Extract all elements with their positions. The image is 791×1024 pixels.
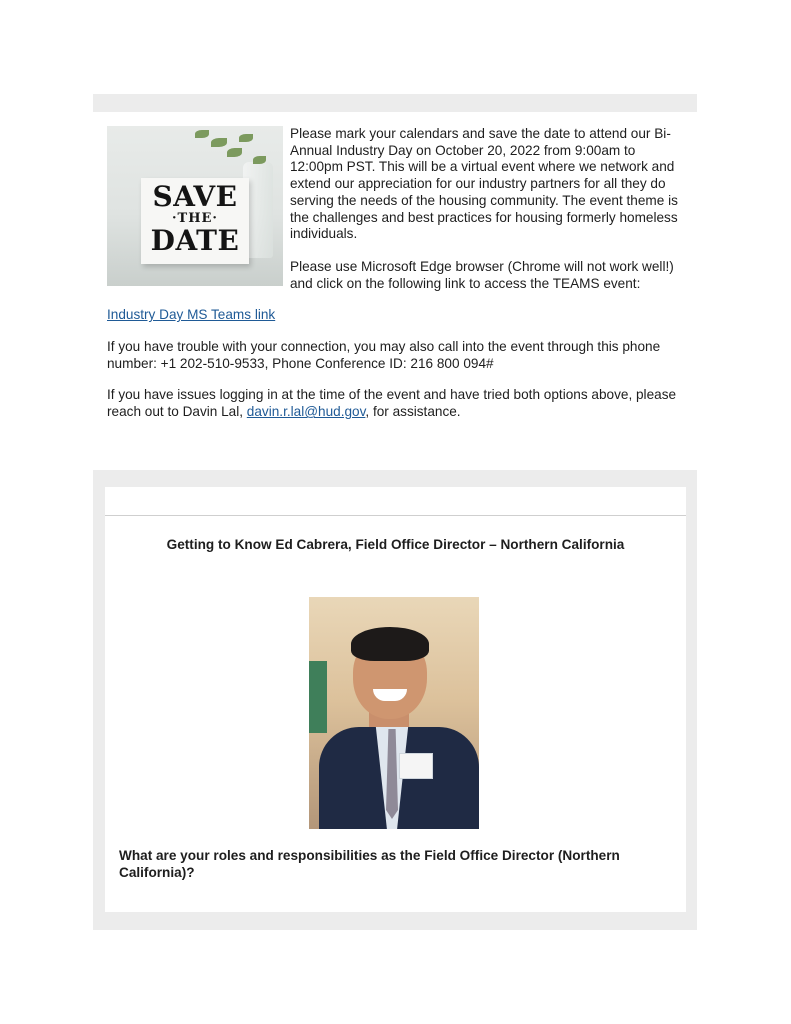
divider: [105, 515, 686, 516]
interview-question: What are your roles and responsibilities as the Field Office Director (Northern California)?: [119, 848, 620, 880]
teams-link-paragraph: [107, 307, 683, 324]
card-line-date: DATE: [150, 224, 240, 257]
card-line-save: SAVE: [152, 180, 238, 213]
browser-instructions: Please use Microsoft Edge browser (Chrome will not work well!) and click on the following link to access the TEAMS event:: [290, 258, 674, 291]
profile-section: [105, 487, 686, 912]
leaf-shape: [211, 138, 227, 147]
profile-heading: Getting to Know Ed Cabrera, Field Office Director – Northern California: [166, 537, 625, 552]
background-sign: [309, 661, 327, 733]
leaf-shape: [227, 148, 242, 157]
hair-shape: [351, 627, 429, 661]
teams-link[interactable]: Industry Day MS Teams link: [107, 307, 276, 323]
leaf-shape: [195, 130, 209, 138]
support-text-after: , for assistance.: [365, 404, 461, 420]
leaf-shape: [239, 134, 253, 142]
name-badge: [399, 753, 433, 779]
director-photo: [309, 597, 479, 829]
event-announcement: Please mark your calendars and save the date to attend our Bi-Annual Industry Day on October 20, 2022 from 9:00am to 12:00pm PST. This will be a virtual event where we network and extend our appreciation for our industry partners for all they do serving the needs of the housing community. The event theme is the challenges and best practices for housing formerly homeless individuals.: [290, 126, 678, 242]
support-contact: [107, 387, 683, 420]
email-link[interactable]: davin.r.lal@hud.gov: [246, 404, 366, 420]
card-line-the: ·THE·: [172, 211, 218, 226]
leaf-shape: [253, 156, 266, 164]
support-text-before: If you have issues logging in at the time of the event and have tried both options above, please reach out to Davin Lal,: [107, 387, 677, 420]
save-the-date-content: [107, 126, 683, 436]
save-the-date-card: [141, 178, 249, 264]
save-the-date-image: [107, 126, 283, 286]
save-the-date-section: [93, 112, 697, 470]
phone-instructions: If you have trouble with your connection, you may also call into the event through this phone number: +1 202-510-9533, Phone Conference ID: 216 800 094#: [107, 339, 661, 371]
